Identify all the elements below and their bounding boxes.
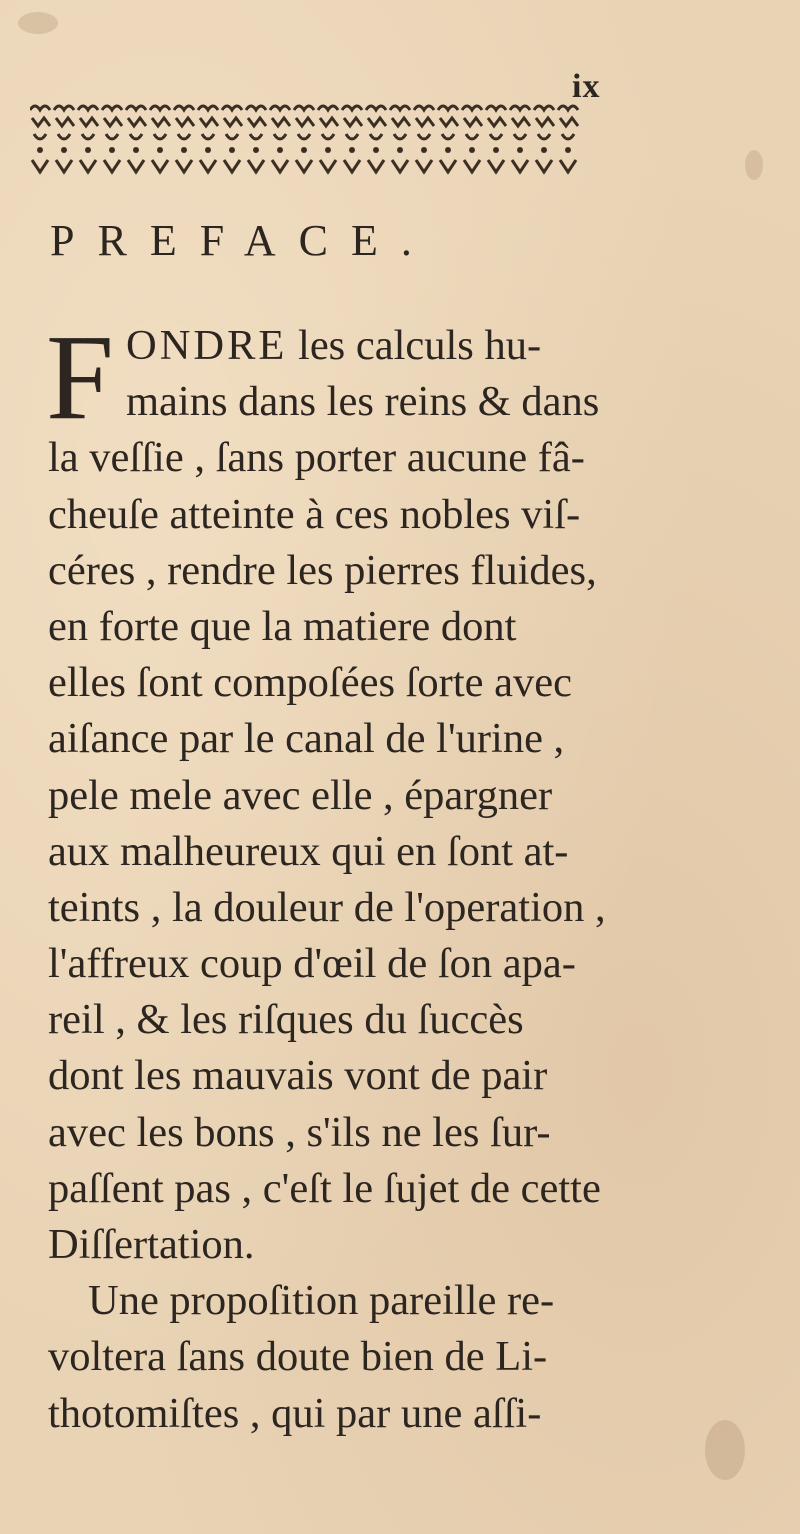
page-number: ix xyxy=(572,68,601,105)
text-line: avec les bons , s'ils ne les ſur- xyxy=(48,1108,551,1156)
opening-word: ONDRE xyxy=(126,322,288,369)
text-line: thotomiſtes , qui par une aſſi- xyxy=(48,1389,542,1437)
text-line: aux malheureux qui en ſont at- xyxy=(48,827,569,875)
text-line: céres , rendre les pierres fluides, xyxy=(48,546,597,594)
text-line: paſſent pas , c'eſt le ſujet de cette xyxy=(48,1164,601,1212)
text-line: Diſſertation. xyxy=(48,1221,255,1268)
page-heading: PREFACE. xyxy=(50,216,435,265)
text-line: cheuſe atteinte à ces nobles viſ- xyxy=(48,490,581,538)
text-line xyxy=(48,318,638,374)
ornament-band xyxy=(30,100,595,178)
paper-speck xyxy=(18,12,58,34)
drop-cap: F xyxy=(46,310,114,445)
text-line: Une propoſition pareille re- xyxy=(88,1277,555,1325)
text-line: la veſſie , ſans porter aucune fâ- xyxy=(48,434,585,482)
text-line: en forte que la matiere dont xyxy=(48,602,517,650)
text-line-rest: les calculs hu- xyxy=(287,322,542,369)
text-line: teints , la douleur de l'operation , xyxy=(48,883,606,931)
text-line: pele mele avec elle , épargner xyxy=(48,771,553,819)
paper-speck xyxy=(705,1420,745,1480)
body-text xyxy=(46,310,638,1442)
text-line: elles ſont compoſées ſorte avec xyxy=(48,659,572,707)
text-line: voltera ſans doute bien de Li- xyxy=(48,1333,548,1381)
paper-speck xyxy=(745,150,763,180)
text-line: mains dans les reins & dans xyxy=(126,378,600,426)
text-line: aiſance par le canal de l'urine , xyxy=(48,715,565,763)
text-line: dont les mauvais vont de pair xyxy=(48,1052,548,1100)
text-line: reil , & les riſques du ſuccès xyxy=(48,996,524,1044)
text-line: l'affreux coup d'œil de ſon apa- xyxy=(48,940,576,988)
